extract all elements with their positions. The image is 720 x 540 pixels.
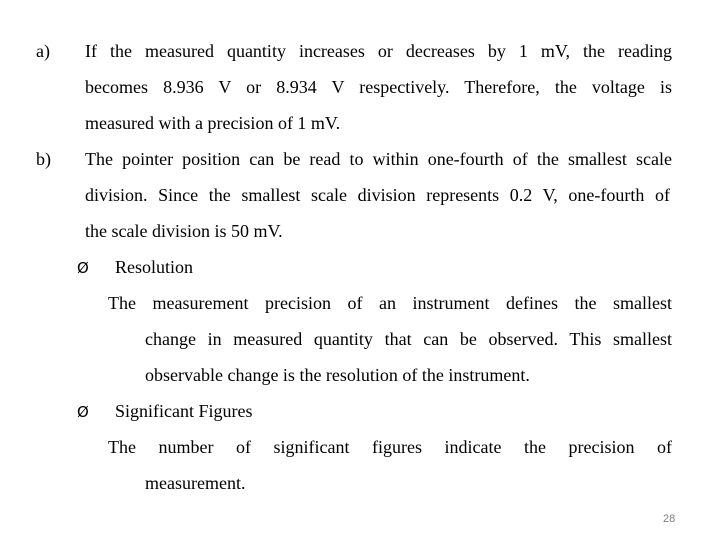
resolution-line-2: change in measured quantity that can be observed. This smallest [145,329,672,349]
resolution-line-1: The measurement precision of an instrument defines the smallest [108,293,672,313]
item-b-marker: b) [36,149,51,169]
significant-figures-line-1: The number of significant figures indicate the precision of [108,437,672,457]
item-a-line-1: If the measured quantity increases or decreases by 1 mV, the reading [85,41,672,61]
significant-figures-heading: Significant Figures [115,401,253,421]
resolution-line-3: observable change is the resolution of the instrument. [145,365,530,385]
item-a-line-2: becomes 8.936 V or 8.934 V respectively. Therefore, the voltage is [85,77,672,97]
item-b-line-3: the scale division is 50 mV. [85,221,283,241]
significant-figures-line-2: measurement. [145,473,246,493]
significant-figures-bullet-icon: Ø [77,403,89,421]
resolution-bullet-icon: Ø [77,259,89,277]
item-b-line-2: division. Since the smallest scale division represents 0.2 V, one-fourth of [85,185,670,205]
item-a-line-3: measured with a precision of 1 mV. [85,113,341,133]
item-a-marker: a) [36,41,50,61]
item-b-line-1: The pointer position can be read to within one-fourth of the smallest scale [85,149,672,169]
resolution-heading: Resolution [115,257,194,277]
page-number: 28 [663,513,676,525]
